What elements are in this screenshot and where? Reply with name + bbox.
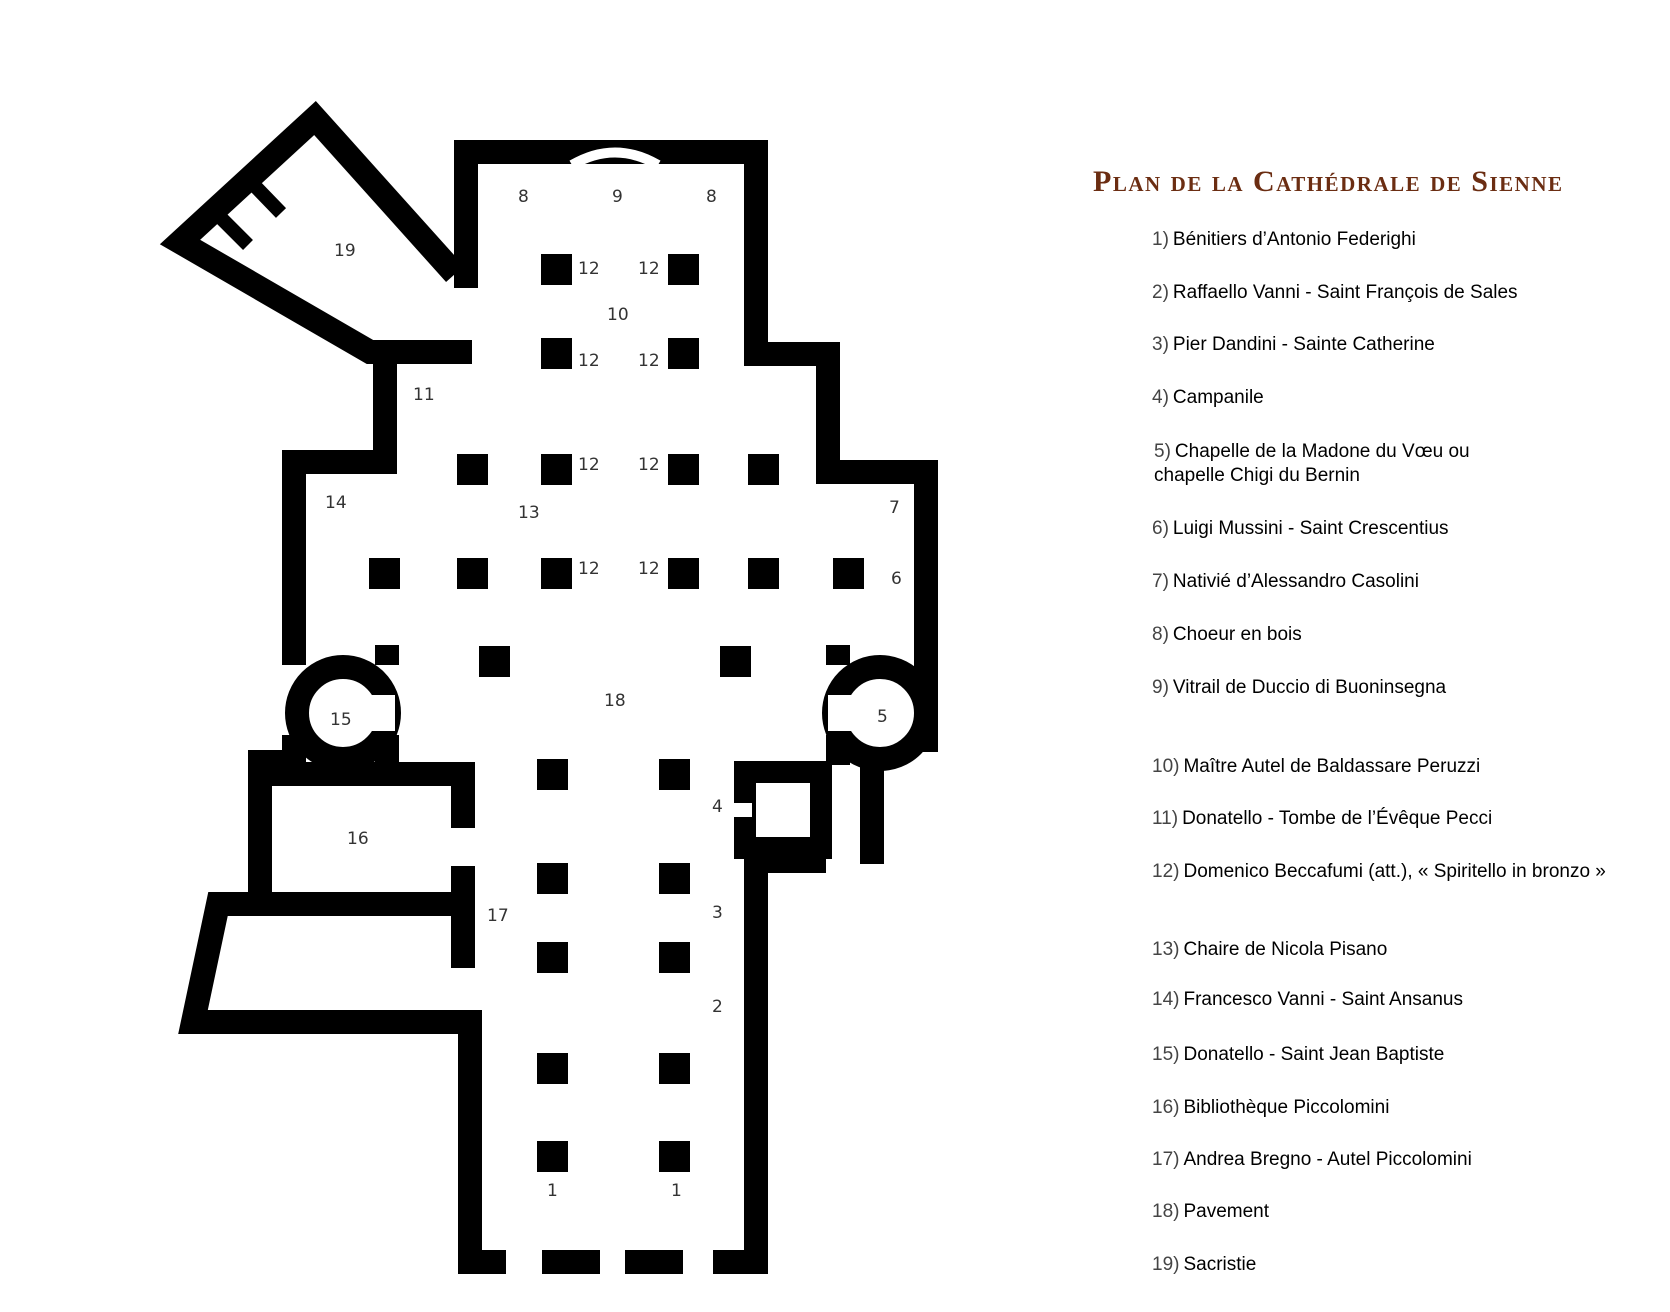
plan-label-12: 12 xyxy=(638,259,660,279)
plan-label-8: 8 xyxy=(706,187,717,207)
plan-number-labels xyxy=(325,187,902,1201)
plan-label-17: 17 xyxy=(487,906,509,926)
plan-label-8: 8 xyxy=(518,187,529,207)
plan-label-10: 10 xyxy=(607,305,629,325)
plan-label-12: 12 xyxy=(638,351,660,371)
legend-item: 4) Campanile xyxy=(1152,387,1264,408)
plan-label-1: 1 xyxy=(547,1181,558,1201)
plan-label-15: 15 xyxy=(330,710,352,730)
plan-label-4: 4 xyxy=(712,797,723,817)
legend-item: 13) Chaire de Nicola Pisano xyxy=(1152,939,1388,960)
plan-label-12: 12 xyxy=(578,455,600,475)
legend-item: 19) Sacristie xyxy=(1152,1254,1257,1275)
plan-label-5: 5 xyxy=(877,707,888,727)
legend-item: 18) Pavement xyxy=(1152,1201,1270,1222)
library-wall xyxy=(260,774,463,828)
plan-label-14: 14 xyxy=(325,493,347,513)
piers xyxy=(369,254,864,1172)
legend-item: 16) Bibliothèque Piccolomini xyxy=(1152,1097,1390,1118)
plan-label-11: 11 xyxy=(413,385,435,405)
plan-label-2: 2 xyxy=(712,997,723,1017)
plan-label-19: 19 xyxy=(334,241,356,261)
plan-label-12: 12 xyxy=(578,559,600,579)
plan-label-12: 12 xyxy=(638,455,660,475)
plan-label-12: 12 xyxy=(578,351,600,371)
left-wall-lower xyxy=(260,735,294,904)
legend-title: Plan de la Cathédrale de Sienne xyxy=(1093,165,1564,198)
legend-item: 2) Raffaello Vanni - Saint François de Sales xyxy=(1152,282,1518,303)
sacristy-outline xyxy=(180,118,472,352)
campanile xyxy=(730,772,821,848)
legend-item: 14) Francesco Vanni - Saint Ansanus xyxy=(1152,989,1463,1010)
legend-item: 7) Nativié d’Alessandro Casolini xyxy=(1152,571,1419,592)
legend-item: 10) Maître Autel de Baldassare Peruzzi xyxy=(1152,756,1481,777)
legend-item: 17) Andrea Bregno - Autel Piccolomini xyxy=(1152,1149,1472,1170)
legend-item: 5) Chapelle de la Madone du Vœu ou chapelle Chigi du Bernin xyxy=(1154,441,1470,486)
plan-label-1: 1 xyxy=(671,1181,682,1201)
legend-item: 15) Donatello - Saint Jean Baptiste xyxy=(1152,1044,1445,1065)
plan-label-3: 3 xyxy=(712,903,723,923)
plan-label-7: 7 xyxy=(889,498,900,518)
legend-item: 3) Pier Dandini - Sainte Catherine xyxy=(1152,334,1435,355)
plan-label-16: 16 xyxy=(347,829,369,849)
legend-item: 1) Bénitiers d’Antonio Federighi xyxy=(1152,229,1416,250)
plan-label-9: 9 xyxy=(612,187,623,207)
plan-label-12: 12 xyxy=(638,559,660,579)
plan-label-18: 18 xyxy=(604,691,626,711)
plan-label-6: 6 xyxy=(891,569,902,589)
legend-item: 9) Vitrail de Duccio di Buoninsegna xyxy=(1152,677,1447,698)
right-nave-wall xyxy=(713,861,826,1262)
legend-item: 12) Domenico Beccafumi (att.), « Spiritello in bronzo » xyxy=(1152,861,1606,882)
legend-item: 6) Luigi Mussini - Saint Crescentius xyxy=(1152,518,1449,539)
legend-item: 11) Donatello - Tombe de l’Évêque Pecci xyxy=(1152,808,1493,829)
legend-item: 8) Choeur en bois xyxy=(1152,624,1302,645)
plan-label-12: 12 xyxy=(578,259,600,279)
plan-label-13: 13 xyxy=(518,503,540,523)
facade-doors xyxy=(542,1250,683,1274)
